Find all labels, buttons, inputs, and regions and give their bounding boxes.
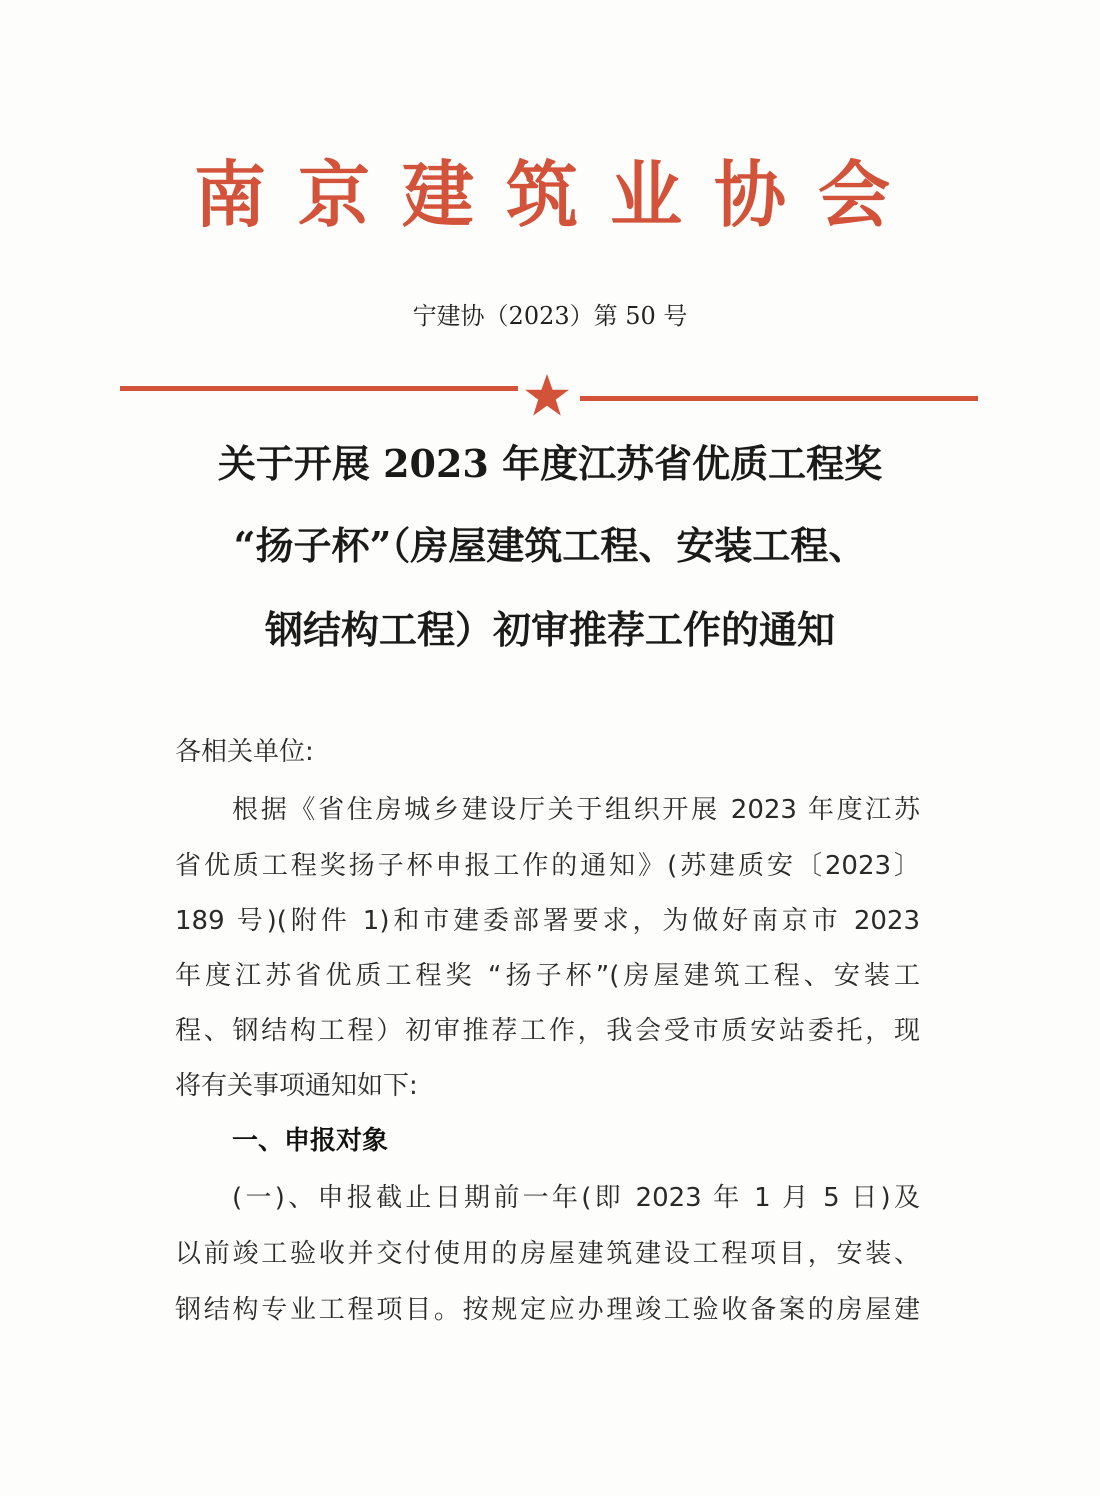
section-line: (一)、申报截止日期前一年(即 2023 年 1 月 5 日)及 xyxy=(232,1183,920,1213)
notice-title-line-2: “扬子杯”（房屋建筑工程、安装工程、 xyxy=(233,523,867,568)
document-number: 宁建协（2023）第 50 号 xyxy=(412,302,688,330)
header-rule-left xyxy=(120,386,518,391)
organization-name: 南京建筑业协会 xyxy=(193,152,922,237)
section-line: 钢结构专业工程项目。按规定应办理竣工验收备案的房屋建 xyxy=(175,1295,920,1325)
section-heading: 一、申报对象 xyxy=(232,1126,389,1156)
header-rule-right xyxy=(580,396,978,401)
star-icon xyxy=(524,372,570,418)
body-line: 省优质工程奖扬子杯申报工作的通知》(苏建质安〔2023〕 xyxy=(175,851,920,881)
body-line: 根据《省住房城乡建设厅关于组织开展 2023 年度江苏 xyxy=(232,795,920,825)
notice-title-line-1: 关于开展 2023 年度江苏省优质工程奖 xyxy=(217,441,883,486)
notice-title-line-3: 钢结构工程）初审推荐工作的通知 xyxy=(264,607,835,652)
body-line: 189 号)(附件 1)和市建委部署要求，为做好南京市 2023 xyxy=(175,906,920,936)
body-line: 将有关事项通知如下: xyxy=(175,1071,418,1101)
salutation: 各相关单位: xyxy=(175,737,314,767)
body-line: 程、钢结构工程）初审推荐工作，我会受市质安站委托，现 xyxy=(175,1016,920,1046)
body-line: 年度江苏省优质工程奖 “扬子杯”(房屋建筑工程、安装工 xyxy=(175,961,920,991)
section-line: 以前竣工验收并交付使用的房屋建筑建设工程项目，安装、 xyxy=(175,1239,920,1269)
